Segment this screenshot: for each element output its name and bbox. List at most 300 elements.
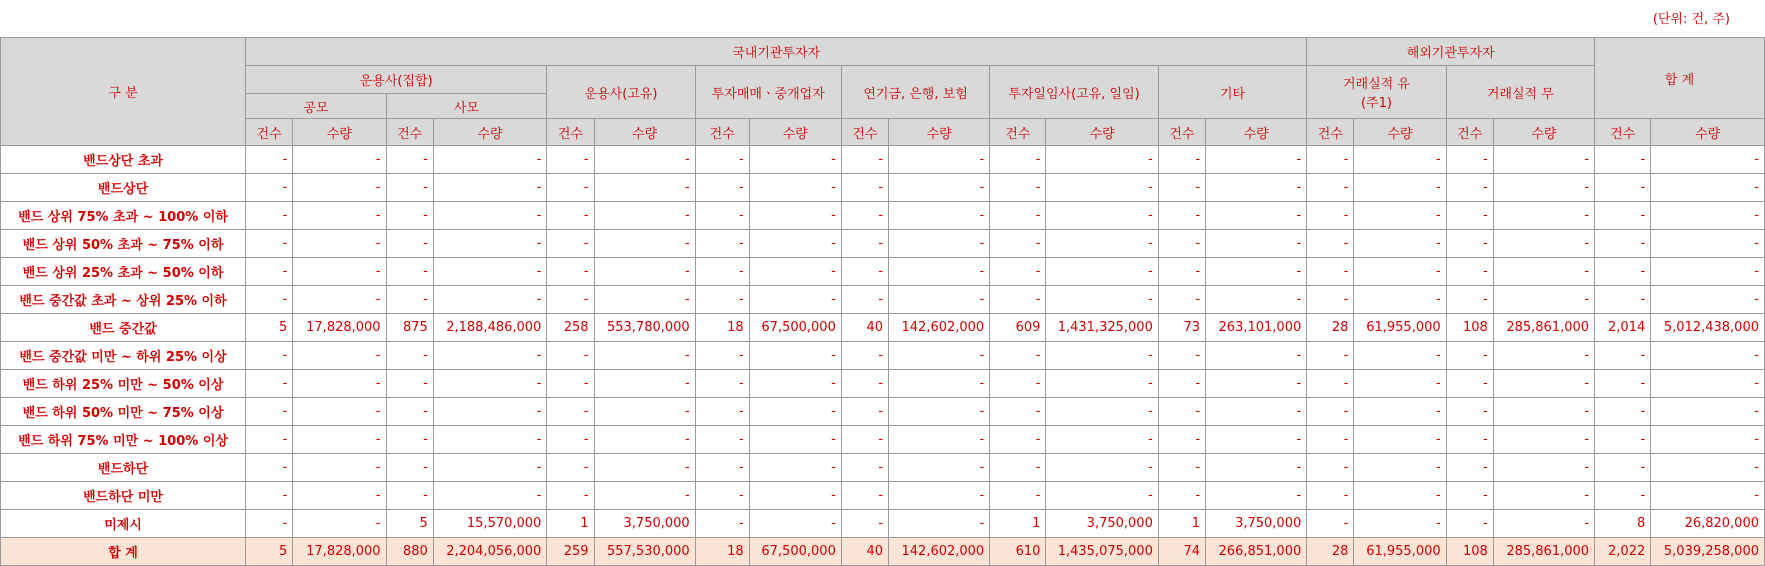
- quantity-cell: -: [293, 258, 386, 286]
- quantity-cell: 1,431,325,000: [1046, 314, 1158, 342]
- table-row: [1, 398, 1765, 426]
- count-cell: -: [386, 174, 433, 202]
- count-cell: 18: [695, 314, 749, 342]
- count-cell: -: [547, 174, 594, 202]
- quantity-cell: -: [1206, 398, 1307, 426]
- count-cell: -: [1595, 370, 1651, 398]
- unit-note: (단위: 건, 주): [1652, 12, 1730, 27]
- quantity-cell: -: [1354, 146, 1446, 174]
- quantity-cell: -: [1046, 202, 1158, 230]
- advisory-header: 투자일임사(고유, 일임): [990, 66, 1159, 119]
- quantity-cell: -: [293, 454, 386, 482]
- count-cell: 880: [386, 538, 433, 566]
- count-cell: -: [386, 146, 433, 174]
- trade-record-yes-header: [1307, 66, 1446, 119]
- quantity-cell: -: [1354, 370, 1446, 398]
- quantity-cell: -: [1046, 482, 1158, 510]
- count-cell: -: [990, 230, 1046, 258]
- count-cell: -: [990, 286, 1046, 314]
- quantity-header: 수량: [594, 119, 695, 146]
- count-cell: -: [246, 482, 293, 510]
- quantity-cell: -: [1651, 258, 1765, 286]
- count-cell: -: [990, 342, 1046, 370]
- count-cell: -: [1307, 230, 1354, 258]
- quantity-cell: -: [433, 342, 547, 370]
- count-cell: -: [386, 482, 433, 510]
- quantity-cell: 17,828,000: [293, 538, 386, 566]
- count-cell: -: [1446, 510, 1493, 538]
- quantity-cell: -: [1046, 146, 1158, 174]
- count-header: 건수: [1446, 119, 1493, 146]
- row-label: 밴드 중간값 미만 ~ 하위 25% 이상: [1, 342, 246, 370]
- count-cell: 258: [547, 314, 594, 342]
- row-label: 밴드 하위 75% 미만 ~ 100% 이상: [1, 426, 246, 454]
- quantity-cell: -: [1354, 202, 1446, 230]
- quantity-cell: 553,780,000: [594, 314, 695, 342]
- quantity-cell: -: [889, 454, 990, 482]
- table-row: [1, 202, 1765, 230]
- quantity-cell: -: [594, 426, 695, 454]
- table-row: [1, 426, 1765, 454]
- count-cell: -: [990, 398, 1046, 426]
- quantity-cell: -: [889, 426, 990, 454]
- count-cell: -: [547, 146, 594, 174]
- quantity-cell: -: [1493, 174, 1594, 202]
- table-row: [1, 510, 1765, 538]
- quantity-cell: -: [889, 202, 990, 230]
- count-cell: -: [1158, 286, 1205, 314]
- table-row: [1, 230, 1765, 258]
- count-cell: -: [1446, 202, 1493, 230]
- count-cell: 1: [547, 510, 594, 538]
- quantity-cell: -: [1651, 426, 1765, 454]
- count-header: 건수: [547, 119, 594, 146]
- count-cell: -: [547, 398, 594, 426]
- count-cell: -: [1307, 258, 1354, 286]
- public-fund-header: 공모: [246, 94, 387, 119]
- quantity-cell: -: [1651, 342, 1765, 370]
- quantity-cell: 61,955,000: [1354, 538, 1446, 566]
- count-cell: -: [1158, 398, 1205, 426]
- count-cell: 108: [1446, 538, 1493, 566]
- quantity-cell: -: [1493, 286, 1594, 314]
- quantity-cell: -: [749, 342, 841, 370]
- quantity-cell: -: [1206, 258, 1307, 286]
- count-cell: -: [1595, 342, 1651, 370]
- row-label: 밴드 하위 25% 미만 ~ 50% 이상: [1, 370, 246, 398]
- count-cell: -: [1446, 146, 1493, 174]
- count-cell: -: [1158, 174, 1205, 202]
- count-cell: -: [1595, 398, 1651, 426]
- count-cell: -: [1446, 454, 1493, 482]
- count-header: 건수: [1307, 119, 1354, 146]
- quantity-cell: -: [1651, 398, 1765, 426]
- count-cell: -: [547, 482, 594, 510]
- count-cell: 875: [386, 314, 433, 342]
- quantity-cell: -: [594, 398, 695, 426]
- count-cell: -: [547, 342, 594, 370]
- count-cell: 8: [1595, 510, 1651, 538]
- quantity-cell: 142,602,000: [889, 538, 990, 566]
- quantity-cell: -: [1046, 370, 1158, 398]
- count-cell: -: [547, 258, 594, 286]
- row-label: 밴드 상위 25% 초과 ~ 50% 이하: [1, 258, 246, 286]
- quantity-cell: -: [749, 454, 841, 482]
- quantity-cell: -: [1046, 230, 1158, 258]
- count-cell: 5: [386, 510, 433, 538]
- quantity-cell: 285,861,000: [1493, 314, 1594, 342]
- count-cell: -: [246, 258, 293, 286]
- count-cell: 40: [841, 314, 888, 342]
- quantity-cell: -: [749, 258, 841, 286]
- count-cell: -: [386, 230, 433, 258]
- quantity-cell: -: [1354, 258, 1446, 286]
- count-cell: -: [1158, 454, 1205, 482]
- quantity-cell: -: [749, 482, 841, 510]
- count-cell: -: [841, 370, 888, 398]
- count-cell: -: [246, 202, 293, 230]
- count-cell: -: [246, 398, 293, 426]
- count-cell: -: [547, 426, 594, 454]
- quantity-cell: -: [1354, 398, 1446, 426]
- quantity-cell: 3,750,000: [1206, 510, 1307, 538]
- quantity-cell: 142,602,000: [889, 314, 990, 342]
- quantity-cell: -: [594, 286, 695, 314]
- quantity-cell: -: [594, 370, 695, 398]
- quantity-header: 수량: [1651, 119, 1765, 146]
- count-cell: -: [695, 230, 749, 258]
- count-cell: 1: [990, 510, 1046, 538]
- count-cell: -: [1595, 258, 1651, 286]
- count-cell: -: [695, 482, 749, 510]
- quantity-cell: -: [1046, 398, 1158, 426]
- count-cell: -: [386, 426, 433, 454]
- quantity-cell: -: [889, 174, 990, 202]
- count-header: 건수: [1595, 119, 1651, 146]
- quantity-header: 수량: [1046, 119, 1158, 146]
- quantity-cell: -: [1206, 202, 1307, 230]
- quantity-cell: -: [433, 370, 547, 398]
- count-cell: -: [841, 426, 888, 454]
- count-cell: 18: [695, 538, 749, 566]
- count-cell: -: [246, 174, 293, 202]
- quantity-header: 수량: [749, 119, 841, 146]
- quantity-cell: -: [594, 482, 695, 510]
- quantity-cell: -: [1354, 174, 1446, 202]
- quantity-cell: -: [1354, 230, 1446, 258]
- quantity-cell: 61,955,000: [1354, 314, 1446, 342]
- count-cell: -: [1158, 370, 1205, 398]
- count-cell: 73: [1158, 314, 1205, 342]
- row-label: 밴드 상위 50% 초과 ~ 75% 이하: [1, 230, 246, 258]
- quantity-cell: -: [889, 510, 990, 538]
- count-cell: -: [695, 370, 749, 398]
- total-row: [1, 538, 1765, 566]
- table-row: [1, 258, 1765, 286]
- quantity-cell: -: [1206, 482, 1307, 510]
- quantity-cell: -: [433, 174, 547, 202]
- count-cell: -: [1158, 482, 1205, 510]
- quantity-cell: 263,101,000: [1206, 314, 1307, 342]
- count-cell: 259: [547, 538, 594, 566]
- quantity-cell: -: [1046, 426, 1158, 454]
- count-cell: -: [990, 174, 1046, 202]
- quantity-cell: -: [433, 258, 547, 286]
- quantity-cell: -: [293, 398, 386, 426]
- quantity-cell: -: [1046, 286, 1158, 314]
- quantity-cell: -: [433, 286, 547, 314]
- row-label: 밴드 중간값 초과 ~ 상위 25% 이하: [1, 286, 246, 314]
- quantity-cell: 266,851,000: [1206, 538, 1307, 566]
- count-cell: -: [386, 454, 433, 482]
- count-header: 건수: [695, 119, 749, 146]
- quantity-cell: -: [1493, 342, 1594, 370]
- quantity-cell: -: [749, 230, 841, 258]
- count-header: 건수: [841, 119, 888, 146]
- count-cell: 610: [990, 538, 1046, 566]
- table-row: [1, 314, 1765, 342]
- count-cell: -: [841, 174, 888, 202]
- asset-mgmt-collective-header: 운용사(집합): [246, 66, 547, 94]
- quantity-header: 수량: [1206, 119, 1307, 146]
- quantity-cell: 26,820,000: [1651, 510, 1765, 538]
- count-cell: -: [841, 482, 888, 510]
- table-row: [1, 174, 1765, 202]
- quantity-cell: -: [1493, 482, 1594, 510]
- count-cell: -: [695, 146, 749, 174]
- count-cell: -: [695, 342, 749, 370]
- count-cell: -: [246, 454, 293, 482]
- quantity-cell: -: [1046, 342, 1158, 370]
- count-cell: -: [1595, 286, 1651, 314]
- quantity-cell: -: [749, 174, 841, 202]
- count-cell: -: [1158, 426, 1205, 454]
- count-cell: -: [1307, 510, 1354, 538]
- quantity-cell: -: [1651, 454, 1765, 482]
- quantity-cell: 3,750,000: [594, 510, 695, 538]
- quantity-cell: 557,530,000: [594, 538, 695, 566]
- quantity-cell: -: [1354, 482, 1446, 510]
- count-cell: -: [1446, 286, 1493, 314]
- quantity-cell: -: [1651, 482, 1765, 510]
- count-cell: -: [841, 202, 888, 230]
- quantity-cell: -: [1206, 174, 1307, 202]
- count-cell: -: [841, 230, 888, 258]
- count-cell: -: [547, 230, 594, 258]
- quantity-cell: -: [1651, 174, 1765, 202]
- count-cell: 2,022: [1595, 538, 1651, 566]
- demand-forecast-table: [0, 37, 1765, 566]
- count-cell: -: [695, 426, 749, 454]
- quantity-cell: -: [1206, 370, 1307, 398]
- quantity-cell: -: [1651, 146, 1765, 174]
- trade-record-yes-line2: (주1): [1360, 96, 1392, 111]
- trade-record-yes-line1: 거래실적 유: [1342, 77, 1410, 92]
- quantity-cell: -: [749, 426, 841, 454]
- quantity-header: 수량: [293, 119, 386, 146]
- count-cell: -: [990, 426, 1046, 454]
- count-cell: -: [1595, 482, 1651, 510]
- quantity-cell: 2,188,486,000: [433, 314, 547, 342]
- count-cell: -: [695, 174, 749, 202]
- quantity-cell: -: [594, 202, 695, 230]
- count-cell: -: [1307, 426, 1354, 454]
- count-cell: -: [695, 454, 749, 482]
- count-cell: -: [841, 286, 888, 314]
- foreign-investors-header: 해외기관투자자: [1307, 38, 1595, 66]
- quantity-cell: -: [749, 398, 841, 426]
- count-cell: -: [841, 398, 888, 426]
- count-cell: -: [695, 510, 749, 538]
- trade-record-no-header: 거래실적 무: [1446, 66, 1594, 119]
- count-cell: -: [547, 454, 594, 482]
- count-cell: -: [246, 286, 293, 314]
- count-cell: -: [1446, 398, 1493, 426]
- count-cell: -: [841, 510, 888, 538]
- quantity-cell: -: [749, 286, 841, 314]
- quantity-cell: -: [1493, 454, 1594, 482]
- quantity-cell: -: [1206, 454, 1307, 482]
- quantity-cell: -: [749, 146, 841, 174]
- asset-mgmt-own-header: 운용사(고유): [547, 66, 695, 119]
- quantity-cell: -: [1206, 146, 1307, 174]
- count-cell: -: [1307, 342, 1354, 370]
- quantity-cell: -: [1206, 286, 1307, 314]
- quantity-cell: -: [433, 146, 547, 174]
- quantity-cell: -: [1493, 202, 1594, 230]
- count-cell: -: [990, 258, 1046, 286]
- row-label: 밴드 하위 50% 미만 ~ 75% 이상: [1, 398, 246, 426]
- table-row: [1, 370, 1765, 398]
- count-cell: -: [246, 230, 293, 258]
- count-cell: -: [386, 370, 433, 398]
- row-label: 밴드하단: [1, 454, 246, 482]
- count-cell: 5: [246, 538, 293, 566]
- quantity-cell: -: [1354, 510, 1446, 538]
- quantity-header: 수량: [1493, 119, 1594, 146]
- quantity-cell: -: [433, 482, 547, 510]
- quantity-cell: -: [293, 510, 386, 538]
- quantity-cell: 1,435,075,000: [1046, 538, 1158, 566]
- quantity-header: 수량: [433, 119, 547, 146]
- quantity-cell: 17,828,000: [293, 314, 386, 342]
- row-label: 합 계: [1, 538, 246, 566]
- quantity-cell: -: [1046, 258, 1158, 286]
- quantity-cell: -: [1206, 426, 1307, 454]
- count-cell: -: [1446, 482, 1493, 510]
- count-cell: -: [246, 370, 293, 398]
- private-fund-header: 사모: [386, 94, 547, 119]
- count-cell: -: [1307, 454, 1354, 482]
- quantity-cell: -: [594, 146, 695, 174]
- count-cell: -: [547, 202, 594, 230]
- quantity-cell: -: [1354, 342, 1446, 370]
- quantity-cell: 3,750,000: [1046, 510, 1158, 538]
- count-cell: -: [1158, 146, 1205, 174]
- count-cell: -: [990, 146, 1046, 174]
- count-header: 건수: [246, 119, 293, 146]
- count-header: 건수: [386, 119, 433, 146]
- count-cell: -: [1595, 426, 1651, 454]
- count-cell: -: [990, 370, 1046, 398]
- quantity-cell: -: [889, 258, 990, 286]
- row-label: 밴드하단 미만: [1, 482, 246, 510]
- quantity-cell: -: [1493, 398, 1594, 426]
- quantity-header: 수량: [889, 119, 990, 146]
- count-cell: 108: [1446, 314, 1493, 342]
- quantity-cell: -: [749, 510, 841, 538]
- quantity-cell: -: [1206, 230, 1307, 258]
- quantity-cell: -: [1651, 230, 1765, 258]
- row-label: 미제시: [1, 510, 246, 538]
- row-label: 밴드상단 초과: [1, 146, 246, 174]
- quantity-cell: -: [1046, 174, 1158, 202]
- count-cell: -: [1307, 398, 1354, 426]
- count-cell: -: [386, 398, 433, 426]
- count-cell: -: [386, 286, 433, 314]
- quantity-cell: -: [889, 342, 990, 370]
- pension-bank-insurance-header: 연기금, 은행, 보험: [841, 66, 989, 119]
- count-cell: -: [386, 258, 433, 286]
- quantity-cell: -: [1493, 230, 1594, 258]
- quantity-cell: -: [749, 370, 841, 398]
- quantity-cell: -: [1651, 286, 1765, 314]
- quantity-cell: -: [293, 426, 386, 454]
- quantity-cell: -: [433, 398, 547, 426]
- quantity-cell: 285,861,000: [1493, 538, 1594, 566]
- count-cell: -: [841, 146, 888, 174]
- quantity-cell: -: [594, 454, 695, 482]
- count-cell: -: [1158, 230, 1205, 258]
- count-cell: -: [841, 258, 888, 286]
- count-cell: -: [695, 258, 749, 286]
- category-header: 구 분: [1, 38, 246, 146]
- count-cell: -: [1595, 454, 1651, 482]
- count-cell: -: [1307, 174, 1354, 202]
- count-cell: 74: [1158, 538, 1205, 566]
- quantity-cell: -: [594, 174, 695, 202]
- quantity-cell: -: [889, 146, 990, 174]
- count-header: 건수: [990, 119, 1046, 146]
- quantity-cell: 2,204,056,000: [433, 538, 547, 566]
- count-cell: 28: [1307, 538, 1354, 566]
- quantity-cell: -: [1493, 146, 1594, 174]
- quantity-cell: -: [889, 482, 990, 510]
- row-label: 밴드 중간값: [1, 314, 246, 342]
- count-cell: -: [1446, 426, 1493, 454]
- quantity-cell: -: [293, 174, 386, 202]
- quantity-cell: -: [1493, 426, 1594, 454]
- quantity-cell: -: [293, 482, 386, 510]
- quantity-cell: -: [889, 398, 990, 426]
- count-cell: -: [695, 286, 749, 314]
- count-cell: 1: [1158, 510, 1205, 538]
- quantity-cell: -: [889, 370, 990, 398]
- quantity-cell: -: [594, 258, 695, 286]
- quantity-cell: -: [433, 230, 547, 258]
- count-cell: -: [246, 342, 293, 370]
- quantity-cell: -: [889, 286, 990, 314]
- other-header: 기타: [1158, 66, 1306, 119]
- count-cell: 2,014: [1595, 314, 1651, 342]
- count-cell: -: [1595, 146, 1651, 174]
- quantity-cell: -: [293, 230, 386, 258]
- quantity-cell: -: [293, 370, 386, 398]
- quantity-cell: -: [433, 454, 547, 482]
- quantity-cell: -: [594, 230, 695, 258]
- count-cell: -: [695, 398, 749, 426]
- quantity-cell: 67,500,000: [749, 314, 841, 342]
